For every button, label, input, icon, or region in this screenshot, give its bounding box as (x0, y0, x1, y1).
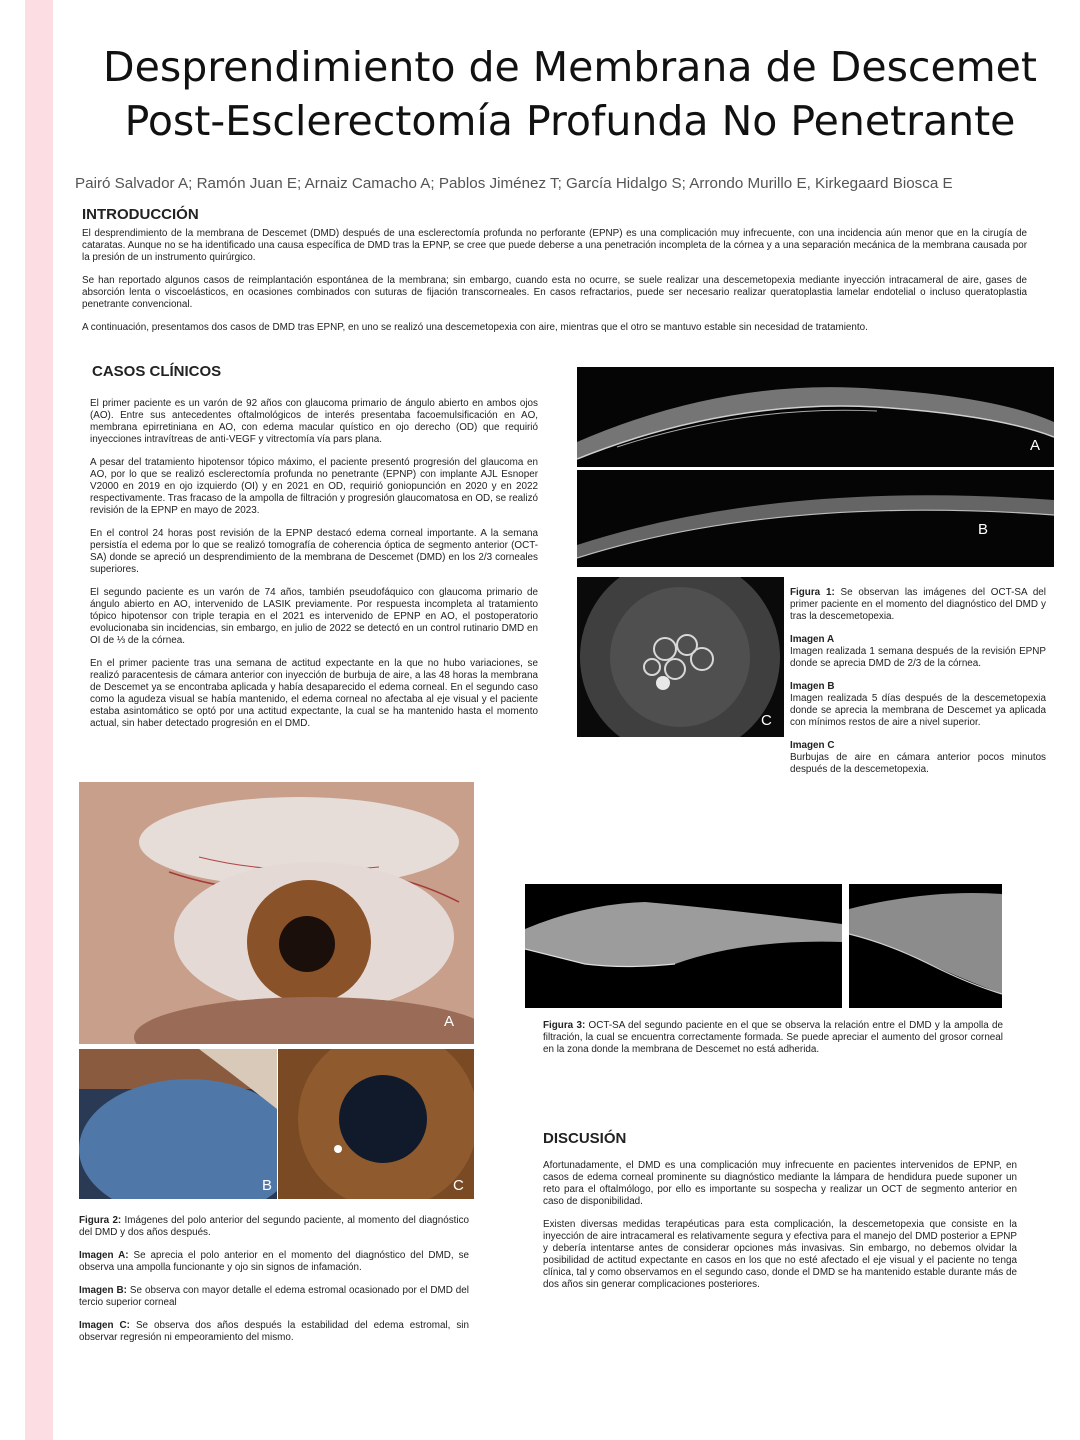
figure-3-image-left (525, 884, 842, 1008)
discusion-heading: DISCUSIÓN (543, 1130, 627, 1147)
intro-section (82, 228, 1027, 345)
figure-1-label-c: C (761, 712, 772, 729)
figure-2-label-b: B (262, 1177, 273, 1194)
title-line-2: Post-Esclerectomía Profunda No Penetrante (124, 97, 1016, 145)
figure-1-caption (790, 587, 1046, 787)
figure-2-c-title: Imagen C: (79, 1320, 130, 1331)
figure-2-a-text: Se aprecia el polo anterior en el momento del diagnóstico del DMD, se observa una ampolla funcionante y ojo sin signos de infamación. (79, 1250, 469, 1273)
intro-heading: INTRODUCCIÓN (82, 206, 199, 223)
authors-line: Pairó Salvador A; Ramón Juan E; Arnaiz Camacho A; Pablos Jiménez T; García Hidalgo S; Arrondo Murillo E, Kirkegaard Biosca E (75, 175, 953, 192)
figure-3-caption-text: OCT-SA del segundo paciente en el que se observa la relación entre el DMD y la ampolla de filtración, la cual se encuentra correctamente formada. Se puede apreciar el aumento del grosor corneal en la zona donde la membrana de Descemet no está adherida. (543, 1020, 1003, 1055)
figure-3-image-right (849, 884, 1002, 1008)
figure-1-label-b: B (978, 521, 989, 538)
figure-1-label-a: A (1030, 437, 1041, 454)
casos-section (90, 398, 538, 741)
figure-2-label-c: C (453, 1177, 464, 1194)
casos-paragraph-3: En el control 24 horas post revisión de la EPNP destacó edema corneal importante. A la semana persistía el edema por lo que se realizó tomografía de coherencia óptica de segmento anterior (OCT-SA) donde se apreció un desprendimiento de la membrana de Descemet (DMD) en los 2/3 corneales superiores. (90, 528, 538, 575)
figure-1-c-title: Imagen C (790, 740, 835, 751)
figure-2-image-c (278, 1049, 474, 1199)
figure-1-image-b (577, 470, 1054, 567)
discusion-paragraph-1: Afortunadamente, el DMD es una complicación muy infrecuente en pacientes intervenidos de EPNP, en casos de edema corneal prominente su diagnóstico mediante la lámpara de hendidura puede suponer un reto para el oftalmólogo, por ello es importante su sospecha y realizar un OCT de segmento anterior en caso de disponibilidad. (543, 1160, 1017, 1207)
discusion-section (543, 1160, 1017, 1302)
figure-2-caption (79, 1215, 469, 1355)
figure-1-caption-title: Figura 1: (790, 587, 835, 598)
figure-2-caption-title: Figura 2: (79, 1215, 122, 1226)
figure-3-caption-title: Figura 3: (543, 1020, 586, 1031)
figure-2-image-b (79, 1049, 277, 1199)
discusion-paragraph-2: Existen diversas medidas terapéuticas para esta complicación, la descemetopexia que consiste en la inyección de aire intracameral es relativamente segura y efectiva para el manejo del DMD posterior a EPNP y debería intentarse antes de considerar opciones más invasivas. Sin embargo, no debemos olvidar la posibilidad de actitud expectante en casos en los que no esté afectado el eje visual y el paciente no tenga clínica, tal y como observamos en el segundo caso, donde el DMD se ha mantenido estable durante más de dos años sin generar complicaciones posteriores. (543, 1219, 1017, 1290)
figure-1-image-c (577, 577, 784, 737)
casos-heading: CASOS CLÍNICOS (92, 363, 222, 380)
figure-2-a-title: Imagen A: (79, 1250, 129, 1261)
figure-1-image-a (577, 367, 1054, 467)
poster-title (60, 40, 1080, 148)
intro-paragraph-2: Se han reportado algunos casos de reimplantación espontánea de la membrana; sin embargo, cuando esta no ocurre, se suele realizar una descemetopexia mediante inyección intracameral de aire, gases de absorción lenta o viscoelásticos, en ocasiones combinados con suturas de fijación transcorneales. En casos refractarios, puede ser necesario realizar queratoplastia lamelar endotelial o incluso queratoplastia penetrante convencional. (82, 275, 1027, 310)
figure-1-c-text: Burbujas de aire en cámara anterior pocos minutos después de la descemetopexia. (790, 752, 1046, 775)
figure-1-a-text: Imagen realizada 1 semana después de la revisión EPNP donde se aprecia DMD de 2/3 de la córnea. (790, 646, 1046, 669)
figure-2-label-a: A (444, 1013, 455, 1030)
figure-1-b-text: Imagen realizada 5 días después de la descemetopexia donde se aprecia la membrana de Descemet ya aplicada con mínimos restos de aire a nivel superior. (790, 693, 1046, 728)
figure-2-c-text: Se observa dos años después la estabilidad del edema estromal, sin observar regresión ni empeoramiento del mismo. (79, 1320, 469, 1343)
figure-2-caption-text: Imágenes del polo anterior del segundo paciente, al momento del diagnóstico del DMD y dos años después. (79, 1215, 470, 1238)
figure-3-caption (543, 1020, 1003, 1067)
figure-1-caption-text: Se observan las imágenes del OCT-SA del primer paciente en el momento del diagnóstico del DMD y tras la descemetopexia. (790, 587, 1046, 622)
figure-2-b-title: Imagen B: (79, 1285, 127, 1296)
casos-paragraph-1: El primer paciente es un varón de 92 años con glaucoma primario de ángulo abierto en ambos ojos (AO). Entre sus antecedentes oftalmológicos de interés presentaba facoemulsificación en AO, membrana epirretiniana en AO, con edema macular quístico en ojo derecho (OD) que requirió inyecciones intravítreas de anti-VEGF y vitrectomía vía pars plana. (90, 398, 538, 445)
casos-paragraph-4: El segundo paciente es un varón de 74 años, también pseudofáquico con glaucoma primario de ángulo abierto en AO, intervenido de LASIK previamente. Por respuesta incompleta al tratamiento tópico hipotensor con triple terapia en el 2021 es intervenido de EPNP en AO, el postoperatorio evolucionaba sin incidencias, sin embargo, en julio de 2022 se detectó en un control rutinario DMD en OI de ⅓ de la córnea. (90, 587, 538, 646)
casos-paragraph-5: En el primer paciente tras una semana de actitud expectante en la que no hubo variaciones, se realizó paracentesis de cámara anterior con inyección de burbuja de aire, a las 48 horas la membrana de Descemet ya se encontraba aplicada y había desaparecido el edema corneal. En el segundo caso como la agudeza visual se había mantenido, el edema corneal no afectaba al eje visual y el paciente estaba asintomático se optó por una actitud expectante, la cual se ha mantenido hasta el momento actual, sin haber detectado progresión en el DMD. (90, 658, 538, 729)
intro-paragraph-3: A continuación, presentamos dos casos de DMD tras EPNP, en uno se realizó una descemetopexia con aire, mientras que el otro se mantuvo estable sin necesidad de tratamiento. (82, 322, 868, 333)
side-accent-bar (25, 0, 53, 1440)
figure-2-image-a (79, 782, 474, 1044)
figure-1-b-title: Imagen B (790, 681, 835, 692)
figure-2-b-text: Se observa con mayor detalle el edema estromal ocasionado por el DMD del tercio superior corneal (79, 1285, 469, 1308)
intro-paragraph-1: El desprendimiento de la membrana de Descemet (DMD) después de una esclerectomía profunda no perforante (EPNP) es una complicación muy infrecuente, con una incidencia aún menor que en la cirugía de cataratas. Aunque no se ha identificado una causa específica de DMD tras la EPNP, se cree que puede deberse a una penetración incompleta de la córnea y a una separación mecánica de la membrana causada por la presión de un instrumento quirúrgico. (82, 228, 1027, 263)
title-line-1: Desprendimiento de Membrana de Descemet (103, 43, 1037, 91)
figure-1-a-title: Imagen A (790, 634, 835, 645)
casos-paragraph-2: A pesar del tratamiento hipotensor tópico máximo, el paciente presentó progresión del glaucoma en AO, por lo que se realizó esclerectomía profunda no penetrante (EPNP) con implante AJL Esnoper V2000 en 2019 en ojo izquierdo (OI) y en 2021 en OD, requirió goniopunción en 2020 y en 2022 respectivamente. Tras fracaso de la ampolla de filtración y progresión glaucomatosa en OD, se realizó revisión de la EPNP en mayo de 2023. (90, 457, 538, 516)
